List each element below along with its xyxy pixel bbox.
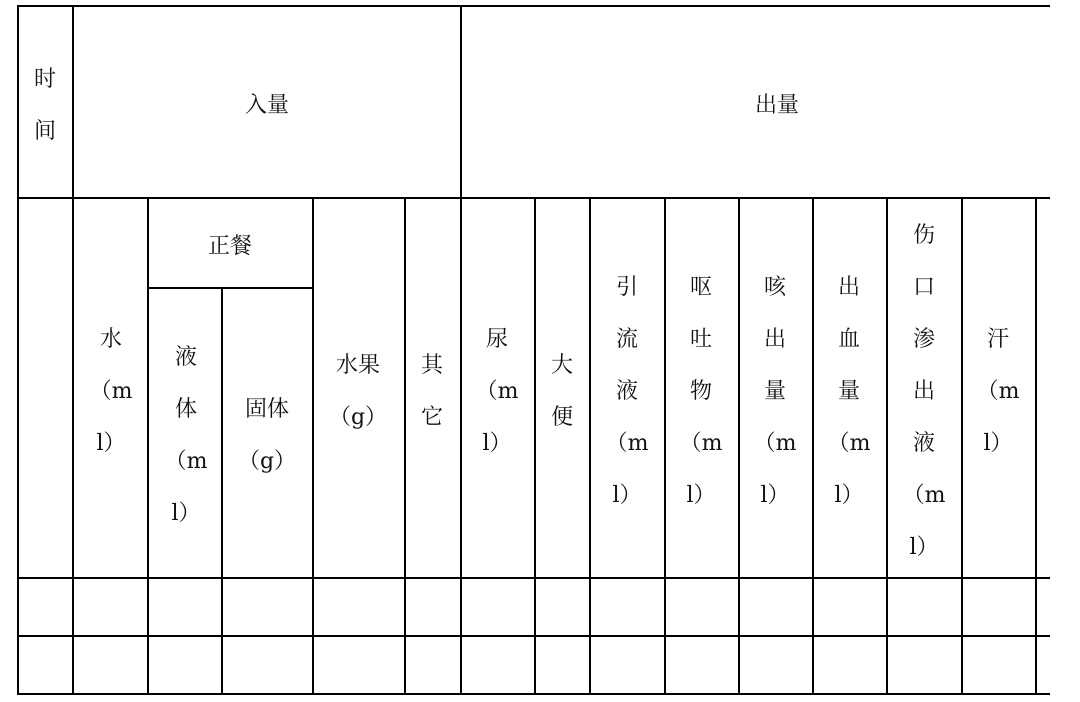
table-border-left: [17, 5, 19, 695]
fruit-header-line: 水果: [335, 353, 381, 378]
solid-header-line: （g）: [237, 449, 297, 474]
column-divider: [312, 197, 314, 695]
urine-header-line: l）: [482, 431, 512, 456]
column-divider: [589, 197, 591, 695]
output-header: 出量: [754, 93, 800, 118]
column-divider: [404, 197, 406, 695]
vomit-header-line: 呕: [689, 275, 713, 300]
bleeding-header-line: 血: [837, 327, 861, 352]
wound-exudate-header-line: 液: [912, 431, 936, 456]
urine-header-line: （m: [475, 379, 519, 404]
sputum-header-line: （m: [753, 431, 797, 456]
water-header-line: （m: [89, 379, 133, 404]
bleeding-header-line: l）: [834, 483, 864, 508]
liquid-header-line: 体: [174, 397, 198, 422]
drainage-header-line: 流: [615, 327, 639, 352]
meal-divider: [147, 287, 313, 289]
other-header-line: 其: [420, 353, 444, 378]
time-header-char: 时: [33, 67, 57, 92]
vomit-header-line: 吐: [689, 327, 713, 352]
drainage-header-line: （m: [605, 431, 649, 456]
column-divider: [812, 197, 814, 695]
urine-header-line: 尿: [485, 327, 509, 352]
intake-output-divider: [460, 5, 462, 695]
drainage-header-line: l）: [612, 483, 642, 508]
sweat-header-line: l）: [983, 431, 1013, 456]
column-divider: [1035, 197, 1037, 695]
time-column-divider: [72, 5, 74, 695]
stool-header-line: 大: [550, 353, 574, 378]
column-divider: [961, 197, 963, 695]
sputum-header-line: 量: [763, 379, 787, 404]
column-divider: [886, 197, 888, 695]
wound-exudate-header-line: 口: [912, 275, 936, 300]
fruit-header-line: （g）: [328, 405, 388, 430]
column-divider: [221, 287, 223, 695]
sputum-header-line: 出: [763, 327, 787, 352]
wound-exudate-header-line: （m: [902, 483, 946, 508]
column-divider: [664, 197, 666, 695]
vomit-header-line: l）: [686, 483, 716, 508]
liquid-header-line: l）: [171, 501, 201, 526]
column-divider: [738, 197, 740, 695]
sweat-header-line: （m: [976, 379, 1020, 404]
vomit-header-line: （m: [679, 431, 723, 456]
meal-header: 正餐: [207, 234, 253, 259]
wound-exudate-header-line: l）: [909, 535, 939, 560]
vomit-header-line: 物: [689, 379, 713, 404]
table-border-top: [17, 5, 1050, 7]
other-header-line: 它: [420, 405, 444, 430]
liquid-header-line: 液: [174, 345, 198, 370]
column-divider: [534, 197, 536, 695]
sputum-header-line: l）: [760, 483, 790, 508]
column-divider: [147, 197, 149, 695]
liquid-header-line: （m: [164, 449, 208, 474]
drainage-header-line: 液: [615, 379, 639, 404]
sputum-header-line: 咳: [763, 275, 787, 300]
solid-header-line: 固体: [244, 397, 290, 422]
wound-exudate-header-line: 出: [912, 379, 936, 404]
drainage-header-line: 引: [615, 275, 639, 300]
intake-header: 入量: [244, 93, 290, 118]
sweat-header-line: 汗: [986, 327, 1010, 352]
bleeding-header-line: （m: [827, 431, 871, 456]
water-header-line: l）: [96, 431, 126, 456]
wound-exudate-header-line: 伤: [912, 223, 936, 248]
bleeding-header-line: 出: [837, 275, 861, 300]
time-header-char: 间: [33, 119, 57, 144]
stool-header-line: 便: [550, 405, 574, 430]
wound-exudate-header-line: 渗: [912, 327, 936, 352]
water-header-line: 水: [99, 327, 123, 352]
bleeding-header-line: 量: [837, 379, 861, 404]
